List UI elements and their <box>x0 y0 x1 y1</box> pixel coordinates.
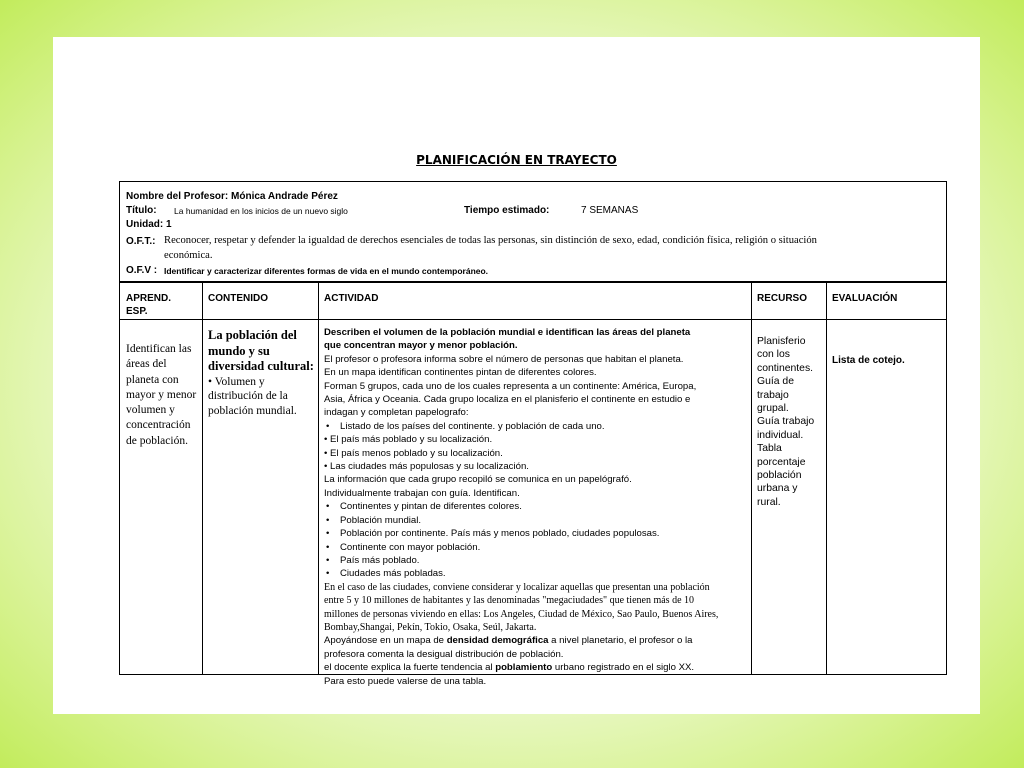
text-line: • El país más poblado y su localización. <box>324 434 493 446</box>
text-line: Guía de <box>757 376 794 388</box>
text-line: de población. <box>126 434 188 447</box>
text-span-bold: densidad demográfica <box>446 635 549 647</box>
tiempo-label: Tiempo estimado: <box>464 205 550 216</box>
col-header-aprend <box>126 292 171 318</box>
ofv-label: O.F.V : <box>126 265 158 276</box>
list-item: • Continente con mayor población. <box>324 541 694 554</box>
text-line: áreas del <box>126 358 167 371</box>
aprend-cell <box>126 342 196 449</box>
oft-line-1: Reconocer, respetar y defender la igualdad de derechos esenciales de todas las personas, sin distinción de sexo, edad, condición física, religión o situación <box>164 235 817 246</box>
text-line: que concentran mayor y menor población. <box>324 340 518 352</box>
text-span-bold: poblamiento <box>495 662 553 674</box>
text-span: Apoyándose en un mapa de <box>324 635 447 647</box>
text-line: La información que cada grupo recopiló se comunica en un papelógrafó. <box>324 474 632 486</box>
text-line: Describen el volumen de la población mundial e identifican las áreas del planeta <box>324 327 691 338</box>
col-header-evaluacion: EVALUACIÓN <box>832 293 898 304</box>
col-header-recurso: RECURSO <box>757 293 808 304</box>
table-header-block <box>120 182 946 283</box>
text-line: población <box>757 470 802 482</box>
col-header-contenido: CONTENIDO <box>208 293 268 304</box>
evaluacion-cell: Lista de cotejo. <box>832 355 905 366</box>
text-line: • El país menos poblado y su localización. <box>324 447 503 459</box>
text-span: el docente explica la fuerte tendencia al <box>324 662 496 674</box>
col-divider <box>826 281 827 674</box>
titulo-label: Título: <box>126 205 157 216</box>
list-item: • Listado de los países del continente. y población de cada uno. <box>324 420 694 433</box>
list-item: • Continentes y pintan de diferentes colores. <box>324 500 694 513</box>
list-item: • Población por continente. País más y menos poblado, ciudades populosas. <box>324 527 694 540</box>
text-line: Tabla <box>757 443 782 455</box>
text-line: mundo y su <box>208 343 270 358</box>
text-line: Forman 5 grupos, cada uno de los cuales representa a un continente: América, Europa, <box>324 380 697 392</box>
text-line: profesora comenta la desigual distribución de población. <box>324 648 564 660</box>
text-line: La población del <box>208 328 297 342</box>
text-line: distribución de la <box>208 390 288 403</box>
text-line: planeta con <box>126 373 179 386</box>
text-line: En el caso de las ciudades, conviene considerar y localizar aquellas que presentan una población <box>324 581 710 593</box>
tiempo-value: 7 SEMANAS <box>581 205 639 216</box>
planning-table <box>119 181 947 687</box>
slide <box>53 37 980 714</box>
list-item: • Ciudades más pobladas. <box>324 567 694 580</box>
text-line: millones de personas viviendo en ellas: Los Angeles, Ciudad de México, Sao Paulo, Buenos Aires, <box>324 608 719 620</box>
text-line: Planisferio <box>757 336 806 347</box>
text-line: mayor y menor <box>126 388 197 401</box>
col-divider <box>751 281 752 674</box>
text-line: urbana y <box>757 483 798 495</box>
text-line: En un mapa identifican continentes pintan de diferentes colores. <box>324 367 597 379</box>
text-line: indagan y completan papelografo: <box>324 407 469 419</box>
text-line: continentes. <box>757 362 814 374</box>
text-line: • Las ciudades más populosas y su localización. <box>324 461 529 473</box>
profesor-line: Nombre del Profesor: Mónica Andrade Pérez <box>126 191 338 202</box>
text-line: diversidad cultural: <box>208 359 314 373</box>
text-line: volumen y <box>126 404 175 417</box>
recurso-cell <box>757 335 814 509</box>
list-item: • País más poblado. <box>324 554 694 567</box>
text-line: Bombay,Shangai, Pekín, Tokio, Osaka, Seúl, Jakarta. <box>324 621 537 633</box>
page-title: PLANIFICACIÓN EN TRAYECTO <box>416 153 617 167</box>
text-line: concentración <box>126 419 191 432</box>
text-span: a nivel planetario, el profesor o la <box>548 635 693 647</box>
col-header-actividad: ACTIVIDAD <box>324 293 379 304</box>
text-line: porcentaje <box>757 456 806 468</box>
oft-line-2: económica. <box>164 250 213 261</box>
text-line: entre 5 y 10 millones de habitantes y las denominadas "megaciudades" que tienen más de 10 <box>324 595 695 607</box>
col-divider <box>318 281 319 674</box>
text-span: urbano registrado en el siglo XX. <box>552 662 695 674</box>
text-line: Individualmente trabajan con guía. Identifican. <box>324 487 520 499</box>
row-divider <box>120 319 946 320</box>
oft-label: O.F.T.: <box>126 236 156 247</box>
actividad-cell <box>324 326 719 688</box>
text-line: trabajo <box>757 389 789 401</box>
text-line: rural. <box>757 496 781 508</box>
text-line: Para esto puede valerse de una tabla. <box>324 675 487 687</box>
contenido-cell <box>208 328 314 419</box>
text-line: Asia, África y Oceania. Cada grupo localiza en el planisferio el continente en estudio e <box>324 394 691 406</box>
ofv-value: Identificar y caracterizar diferentes formas de vida en el mundo contemporáneo. <box>164 266 489 276</box>
col-header-aprend-line: APREND. <box>126 293 172 304</box>
text-line: con los <box>757 349 790 361</box>
text-line <box>324 661 694 674</box>
text-line <box>324 634 694 647</box>
col-header-aprend-line: ESP. <box>126 306 148 317</box>
text-line: individual. <box>757 429 804 441</box>
list-item: • Población mundial. <box>324 514 694 527</box>
text-line: población mundial. <box>208 405 297 418</box>
text-line: Identifican las <box>126 343 192 355</box>
text-line: grupal. <box>757 403 789 415</box>
titulo-value: La humanidad en los inicios de un nuevo siglo <box>174 206 348 216</box>
text-line: Guía trabajo <box>757 416 815 428</box>
text-line: El profesor o profesora informa sobre el número de personas que habitan el planeta. <box>324 353 684 365</box>
col-divider <box>202 281 203 674</box>
text-line: • Volumen y <box>208 375 265 388</box>
unidad-line: Unidad: 1 <box>126 219 172 230</box>
